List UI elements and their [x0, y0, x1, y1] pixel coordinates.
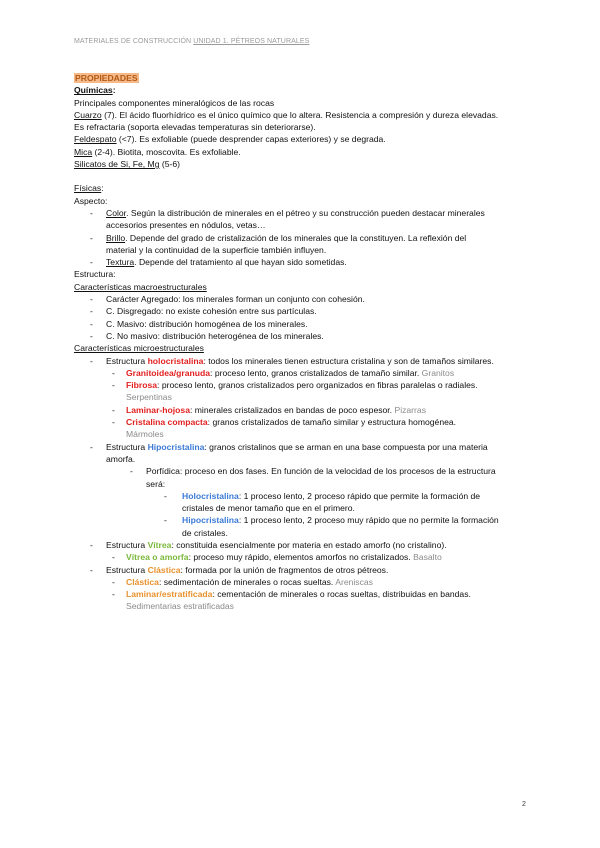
list-item-granitoidea: - Granitoidea/granuda: proceso lento, granos cristalizados de tamaño similar. Granitos: [112, 367, 455, 378]
porfidica-cont: será:: [146, 478, 166, 489]
list-item-macro: - C. No masivo: distribución heterogénea de los minerales.: [90, 330, 324, 341]
fisicas-heading: Físicas:: [74, 183, 104, 194]
compacta-example: Mármoles: [126, 429, 164, 440]
list-item-fibrosa: - Fibrosa: proceso lento, granos cristalizados pero organizados en fibras paralelas o radiales.: [112, 380, 478, 391]
list-item-macro: - Carácter Agregado: los minerales forman un conjunto con cohesión.: [90, 294, 365, 305]
hipocristalina-2-cont: de cristales.: [182, 527, 228, 538]
list-item-macro: - C. Masivo: distribución homogénea de los minerales.: [90, 318, 308, 329]
hipocristalina-cont: amorfa.: [106, 453, 136, 464]
list-item-clastica: - Estructura Clástica: formada por la unión de fragmentos de otros pétreos.: [90, 564, 389, 575]
list-item-hipocristalina: - Estructura Hipocristalina: granos cristalinos que se arman en una base compuesta por una materia: [90, 441, 488, 452]
list-item-holocristalina: - Estructura holocristalina: todos los minerales tienen estructura cristalina y son de tamaños similares.: [90, 355, 494, 366]
silicatos-line: Silicatos de Si, Fe, Mg (5-6): [74, 159, 181, 170]
list-item-hipocristalina-2: - Hipocristalina: 1 proceso lento, 2 proceso muy rápido que no permite la formación: [164, 515, 499, 526]
mica-line: Mica (2-4). Biotita, moscovita. Es exfoliable.: [74, 146, 241, 157]
list-item-macro: - C. Disgregado: no existe cohesión entre sus partículas.: [90, 306, 317, 317]
list-item-porfidica: - Porfídica: proceso en dos fases. En función de la velocidad de los procesos de la estructura: [130, 466, 496, 477]
list-item-brillo-cont: material y la continuidad de la superficie también influyen.: [106, 244, 327, 255]
page-header: [74, 38, 309, 45]
holocristalina-2-cont: cristales de menor tamaño que en el primero.: [182, 503, 355, 514]
header-unit: UNIDAD 1. PÉTREOS NATURALES: [193, 38, 310, 45]
header-subject: MATERIALES DE CONSTRUCCIÓN: [74, 38, 192, 45]
list-item-vitrea-amorfa: - Vítrea o amorfa: proceso muy rápido, elementos amorfos no cristalizados. Basalto: [112, 552, 442, 563]
list-item-laminar-hojosa: - Laminar-hojosa: minerales cristalizados en bandas de poco espesor. Pizarras: [112, 404, 426, 415]
list-item-holocristalina-2: - Holocristalina: 1 proceso lento, 2 proceso rápido que permite la formación de: [164, 490, 481, 501]
list-item-textura: - Textura. Depende del tratamiento al que hayan sido sometidas.: [90, 257, 347, 268]
list-item-brillo: - Brillo. Depende del grado de cristalización de los minerales que la constituyen. La reflexión del: [90, 232, 467, 243]
feldespato-line: Feldespato (<7). Es exfoliable (puede desprender capas exteriores) y se degrada.: [74, 134, 386, 145]
list-item-compacta: - Cristalina compacta: granos cristalizados de tamaño similar y estructura homogénea.: [112, 417, 457, 428]
quimicas-intro: Principales componentes mineralógicos de las rocas: [74, 97, 275, 108]
micro-heading: Características microestructurales: [74, 343, 204, 354]
estructura-label: Estructura:: [74, 269, 116, 280]
cuarzo-line: Cuarzo (7). El ácido fluorhídrico es el único químico que lo altera. Resistencia a compresión y dureza elevadas.: [74, 109, 499, 120]
section-title: PROPIEDADES: [75, 73, 138, 83]
list-item-vitrea: - Estructura Vítrea: constituida esencialmente por materia en estado amorfo (no cristalino).: [90, 539, 447, 550]
list-item-laminar-estratificada: - Laminar/estratificada: cementación de minerales o rocas sueltas, distribuidas en bandas.: [112, 589, 471, 600]
document-body: [74, 72, 528, 613]
page-number: 2: [522, 801, 526, 808]
macro-heading: Características macroestructurales: [74, 281, 207, 292]
list-item-color-cont: accesorios presentes en nódulos, vetas…: [106, 220, 266, 231]
aspecto-label: Aspecto:: [74, 195, 108, 206]
laminar-estratificada-example: Sedimentarias estratificadas: [126, 601, 234, 612]
cuarzo-line-2: Es refractaria (soporta elevadas temperaturas sin deteriorarse).: [74, 122, 316, 133]
quimicas-heading: Químicas:: [74, 85, 116, 96]
list-item-clastica-2: - Clástica: sedimentación de minerales o rocas sueltas. Areniscas: [112, 576, 373, 587]
fibrosa-example: Serpentinas: [126, 392, 172, 403]
section-title-line: [74, 72, 528, 84]
list-item-color: - Color. Según la distribución de minerales en el pétreo y su construcción pueden destacar minerales: [90, 207, 485, 218]
